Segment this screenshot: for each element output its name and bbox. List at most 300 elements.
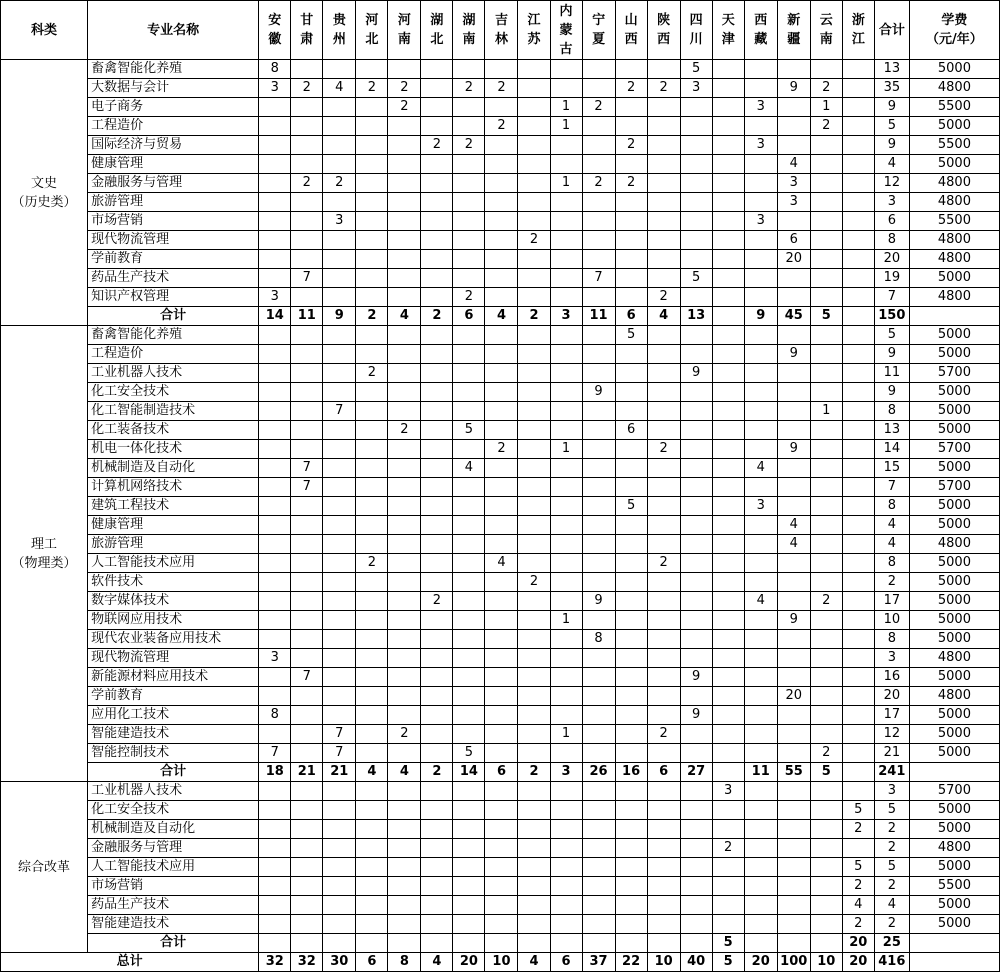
count-cell <box>647 535 680 554</box>
table-row <box>1 98 1000 117</box>
header-province <box>356 1 388 60</box>
count-cell <box>388 744 421 763</box>
table-row <box>1 915 1000 934</box>
row-total: 12 <box>874 725 909 744</box>
major-name: 国际经济与贸易 <box>88 136 259 155</box>
count-cell <box>712 326 744 345</box>
count-cell <box>680 117 712 136</box>
tuition-fee: 5500 <box>909 877 999 896</box>
count-cell <box>453 934 485 953</box>
count-cell <box>485 231 518 250</box>
count-cell <box>582 212 615 231</box>
table-row <box>1 459 1000 478</box>
count-cell <box>356 611 388 630</box>
count-cell <box>356 649 388 668</box>
count-cell <box>453 478 485 497</box>
header-province-label: 浙江 <box>851 13 865 47</box>
header-major: 专业名称 <box>88 1 259 60</box>
table-row <box>1 801 1000 820</box>
count-cell <box>550 421 582 440</box>
count-cell <box>259 611 291 630</box>
row-total: 2 <box>874 573 909 592</box>
count-cell <box>323 231 356 250</box>
count-cell <box>582 782 615 801</box>
count-cell <box>744 421 777 440</box>
count-cell <box>453 668 485 687</box>
count-cell: 1 <box>550 174 582 193</box>
count-cell <box>810 155 842 174</box>
count-cell <box>647 193 680 212</box>
count-cell <box>744 383 777 402</box>
grand-total-label: 总计 <box>1 953 259 972</box>
count-cell: 2 <box>453 79 485 98</box>
count-cell <box>647 668 680 687</box>
count-cell <box>485 782 518 801</box>
count-cell <box>744 611 777 630</box>
count-cell <box>680 174 712 193</box>
header-province-label: 宁夏 <box>592 13 606 47</box>
count-cell: 2 <box>842 820 874 839</box>
row-total: 11 <box>874 364 909 383</box>
count-cell <box>680 744 712 763</box>
subtotal-total: 241 <box>874 763 909 782</box>
count-cell: 9 <box>777 440 810 459</box>
header-province <box>744 1 777 60</box>
count-cell <box>421 744 453 763</box>
count-cell: 20 <box>453 953 485 972</box>
row-total: 4 <box>874 155 909 174</box>
count-cell <box>421 858 453 877</box>
count-cell <box>518 193 550 212</box>
count-cell <box>615 98 647 117</box>
count-cell <box>421 459 453 478</box>
count-cell: 32 <box>291 953 323 972</box>
tuition-fee: 5000 <box>909 630 999 649</box>
count-cell <box>712 744 744 763</box>
count-cell <box>388 801 421 820</box>
count-cell <box>356 231 388 250</box>
count-cell <box>615 516 647 535</box>
major-name: 学前教育 <box>88 250 259 269</box>
count-cell <box>712 155 744 174</box>
count-cell <box>744 839 777 858</box>
major-name: 计算机网络技术 <box>88 478 259 497</box>
count-cell <box>647 497 680 516</box>
tuition-fee: 5000 <box>909 668 999 687</box>
count-cell <box>485 136 518 155</box>
count-cell <box>421 915 453 934</box>
count-cell: 5 <box>680 269 712 288</box>
major-name: 机械制造及自动化 <box>88 459 259 478</box>
count-cell: 9 <box>680 364 712 383</box>
count-cell <box>647 687 680 706</box>
count-cell <box>550 573 582 592</box>
count-cell <box>550 649 582 668</box>
count-cell <box>680 820 712 839</box>
count-cell: 14 <box>259 307 291 326</box>
count-cell <box>291 706 323 725</box>
count-cell <box>518 288 550 307</box>
count-cell <box>518 250 550 269</box>
count-cell <box>810 934 842 953</box>
tuition-fee: 5700 <box>909 364 999 383</box>
count-cell <box>550 136 582 155</box>
count-cell <box>550 801 582 820</box>
row-total: 20 <box>874 250 909 269</box>
tuition-fee: 5700 <box>909 440 999 459</box>
count-cell <box>777 668 810 687</box>
category-cell <box>1 326 88 782</box>
count-cell <box>259 858 291 877</box>
count-cell <box>518 478 550 497</box>
row-total: 8 <box>874 554 909 573</box>
subtotal-row <box>1 934 1000 953</box>
count-cell <box>810 60 842 79</box>
count-cell <box>485 934 518 953</box>
count-cell <box>291 877 323 896</box>
count-cell <box>356 250 388 269</box>
row-total: 35 <box>874 79 909 98</box>
count-cell <box>744 193 777 212</box>
count-cell <box>485 858 518 877</box>
table-row <box>1 573 1000 592</box>
count-cell: 7 <box>259 744 291 763</box>
count-cell <box>680 231 712 250</box>
count-cell <box>323 269 356 288</box>
count-cell <box>421 117 453 136</box>
subtotal-label: 合计 <box>88 934 259 953</box>
count-cell <box>842 763 874 782</box>
count-cell <box>453 554 485 573</box>
count-cell: 10 <box>485 953 518 972</box>
tuition-fee: 5700 <box>909 782 999 801</box>
count-cell <box>550 668 582 687</box>
count-cell <box>388 687 421 706</box>
count-cell <box>518 535 550 554</box>
count-cell <box>680 573 712 592</box>
count-cell <box>680 193 712 212</box>
tuition-fee: 5000 <box>909 497 999 516</box>
count-cell <box>550 193 582 212</box>
count-cell <box>712 554 744 573</box>
count-cell: 3 <box>259 288 291 307</box>
count-cell <box>550 934 582 953</box>
count-cell <box>421 478 453 497</box>
count-cell <box>323 383 356 402</box>
count-cell: 2 <box>647 440 680 459</box>
count-cell <box>647 649 680 668</box>
count-cell <box>518 421 550 440</box>
count-cell <box>842 212 874 231</box>
count-cell <box>777 98 810 117</box>
count-cell <box>647 896 680 915</box>
row-total: 2 <box>874 915 909 934</box>
count-cell <box>712 174 744 193</box>
count-cell: 2 <box>421 136 453 155</box>
count-cell: 2 <box>388 421 421 440</box>
count-cell <box>842 839 874 858</box>
count-cell <box>291 934 323 953</box>
count-cell <box>356 573 388 592</box>
count-cell <box>259 896 291 915</box>
count-cell <box>550 155 582 174</box>
count-cell <box>615 345 647 364</box>
count-cell <box>777 630 810 649</box>
major-name: 应用化工技术 <box>88 706 259 725</box>
count-cell <box>518 592 550 611</box>
row-total: 5 <box>874 858 909 877</box>
tuition-fee: 4800 <box>909 649 999 668</box>
count-cell <box>518 117 550 136</box>
count-cell <box>712 60 744 79</box>
major-name: 人工智能技术应用 <box>88 858 259 877</box>
count-cell <box>582 820 615 839</box>
count-cell: 7 <box>291 269 323 288</box>
count-cell <box>259 383 291 402</box>
count-cell <box>453 174 485 193</box>
count-cell <box>712 98 744 117</box>
row-total: 4 <box>874 896 909 915</box>
count-cell: 2 <box>453 288 485 307</box>
count-cell: 40 <box>680 953 712 972</box>
count-cell <box>615 288 647 307</box>
subtotal-total: 25 <box>874 934 909 953</box>
count-cell <box>421 630 453 649</box>
count-cell <box>421 687 453 706</box>
count-cell <box>550 231 582 250</box>
count-cell <box>291 516 323 535</box>
count-cell <box>291 326 323 345</box>
count-cell <box>518 877 550 896</box>
count-cell <box>810 839 842 858</box>
count-cell <box>485 915 518 934</box>
count-cell <box>647 478 680 497</box>
count-cell <box>356 402 388 421</box>
count-cell <box>550 250 582 269</box>
count-cell <box>291 383 323 402</box>
row-total: 5 <box>874 801 909 820</box>
count-cell <box>842 592 874 611</box>
count-cell <box>615 706 647 725</box>
count-cell: 4 <box>518 953 550 972</box>
count-cell: 2 <box>485 440 518 459</box>
tuition-fee: 5000 <box>909 858 999 877</box>
count-cell: 11 <box>744 763 777 782</box>
header-province-label: 天津 <box>721 13 735 47</box>
tuition-fee: 5000 <box>909 326 999 345</box>
count-cell <box>777 117 810 136</box>
count-cell <box>842 98 874 117</box>
count-cell: 7 <box>323 402 356 421</box>
count-cell <box>388 896 421 915</box>
count-cell <box>388 516 421 535</box>
count-cell <box>550 858 582 877</box>
table-row <box>1 687 1000 706</box>
row-total: 5 <box>874 326 909 345</box>
count-cell: 7 <box>291 459 323 478</box>
count-cell: 7 <box>291 478 323 497</box>
count-cell <box>550 687 582 706</box>
count-cell <box>582 687 615 706</box>
header-province <box>453 1 485 60</box>
count-cell <box>582 459 615 478</box>
count-cell <box>550 60 582 79</box>
count-cell <box>518 516 550 535</box>
count-cell <box>647 915 680 934</box>
major-name: 软件技术 <box>88 573 259 592</box>
row-total: 8 <box>874 231 909 250</box>
count-cell <box>518 60 550 79</box>
count-cell: 4 <box>777 535 810 554</box>
header-province-label: 吉林 <box>494 13 508 47</box>
count-cell <box>712 763 744 782</box>
row-total: 3 <box>874 782 909 801</box>
count-cell <box>518 915 550 934</box>
count-cell <box>712 896 744 915</box>
count-cell <box>518 820 550 839</box>
count-cell <box>356 858 388 877</box>
count-cell <box>744 288 777 307</box>
count-cell <box>453 877 485 896</box>
count-cell <box>842 421 874 440</box>
count-cell <box>647 212 680 231</box>
count-cell <box>323 839 356 858</box>
count-cell <box>712 535 744 554</box>
count-cell <box>291 858 323 877</box>
count-cell <box>842 79 874 98</box>
count-cell <box>680 687 712 706</box>
count-cell <box>388 345 421 364</box>
count-cell <box>550 345 582 364</box>
count-cell: 6 <box>777 231 810 250</box>
count-cell <box>680 383 712 402</box>
tuition-fee: 4800 <box>909 839 999 858</box>
major-name: 大数据与会计 <box>88 79 259 98</box>
count-cell <box>615 459 647 478</box>
count-cell <box>356 820 388 839</box>
count-cell <box>810 269 842 288</box>
count-cell <box>680 516 712 535</box>
count-cell <box>453 364 485 383</box>
count-cell <box>421 839 453 858</box>
count-cell <box>291 345 323 364</box>
count-cell <box>453 782 485 801</box>
count-cell <box>388 497 421 516</box>
table-row <box>1 782 1000 801</box>
count-cell <box>582 896 615 915</box>
major-name: 健康管理 <box>88 155 259 174</box>
subtotal-label: 合计 <box>88 763 259 782</box>
header-province-label: 新疆 <box>787 13 801 47</box>
count-cell: 21 <box>323 763 356 782</box>
major-name: 机电一体化技术 <box>88 440 259 459</box>
count-cell: 2 <box>647 554 680 573</box>
count-cell <box>388 440 421 459</box>
count-cell <box>680 250 712 269</box>
count-cell <box>647 744 680 763</box>
grand-total-value: 416 <box>874 953 909 972</box>
subtotal-total: 150 <box>874 307 909 326</box>
count-cell <box>712 250 744 269</box>
count-cell <box>582 706 615 725</box>
row-total: 9 <box>874 345 909 364</box>
count-cell: 5 <box>842 801 874 820</box>
count-cell <box>388 554 421 573</box>
header-province-label: 云南 <box>819 13 833 47</box>
header-total: 合计 <box>874 1 909 60</box>
count-cell <box>582 801 615 820</box>
table-row <box>1 839 1000 858</box>
count-cell <box>453 896 485 915</box>
count-cell <box>582 421 615 440</box>
count-cell: 4 <box>485 554 518 573</box>
count-cell <box>615 592 647 611</box>
count-cell <box>582 440 615 459</box>
count-cell <box>356 440 388 459</box>
count-cell <box>550 915 582 934</box>
subtotal-fee <box>909 763 999 782</box>
count-cell <box>485 250 518 269</box>
count-cell <box>356 345 388 364</box>
count-cell <box>323 877 356 896</box>
count-cell <box>582 478 615 497</box>
row-total: 4 <box>874 535 909 554</box>
count-cell <box>323 155 356 174</box>
count-cell <box>518 440 550 459</box>
tuition-fee: 5000 <box>909 820 999 839</box>
major-name: 智能建造技术 <box>88 915 259 934</box>
count-cell <box>550 212 582 231</box>
count-cell <box>810 896 842 915</box>
table-row <box>1 383 1000 402</box>
count-cell <box>323 630 356 649</box>
count-cell <box>388 706 421 725</box>
count-cell <box>582 345 615 364</box>
count-cell <box>550 497 582 516</box>
count-cell <box>485 269 518 288</box>
tuition-fee: 5000 <box>909 915 999 934</box>
count-cell <box>777 820 810 839</box>
count-cell <box>518 611 550 630</box>
count-cell <box>356 326 388 345</box>
count-cell <box>615 839 647 858</box>
count-cell <box>453 212 485 231</box>
count-cell <box>421 383 453 402</box>
count-cell <box>712 307 744 326</box>
count-cell <box>518 402 550 421</box>
count-cell <box>356 782 388 801</box>
count-cell <box>777 706 810 725</box>
count-cell <box>842 364 874 383</box>
count-cell <box>712 364 744 383</box>
count-cell <box>582 155 615 174</box>
count-cell: 9 <box>680 706 712 725</box>
count-cell <box>615 440 647 459</box>
count-cell <box>323 896 356 915</box>
count-cell: 1 <box>550 611 582 630</box>
header-province-label: 湖北 <box>430 13 444 47</box>
count-cell <box>518 269 550 288</box>
count-cell <box>259 136 291 155</box>
row-total: 14 <box>874 440 909 459</box>
count-cell: 4 <box>744 592 777 611</box>
count-cell <box>810 687 842 706</box>
count-cell <box>323 611 356 630</box>
count-cell: 7 <box>323 744 356 763</box>
count-cell: 11 <box>291 307 323 326</box>
count-cell <box>744 79 777 98</box>
tuition-fee: 5000 <box>909 459 999 478</box>
